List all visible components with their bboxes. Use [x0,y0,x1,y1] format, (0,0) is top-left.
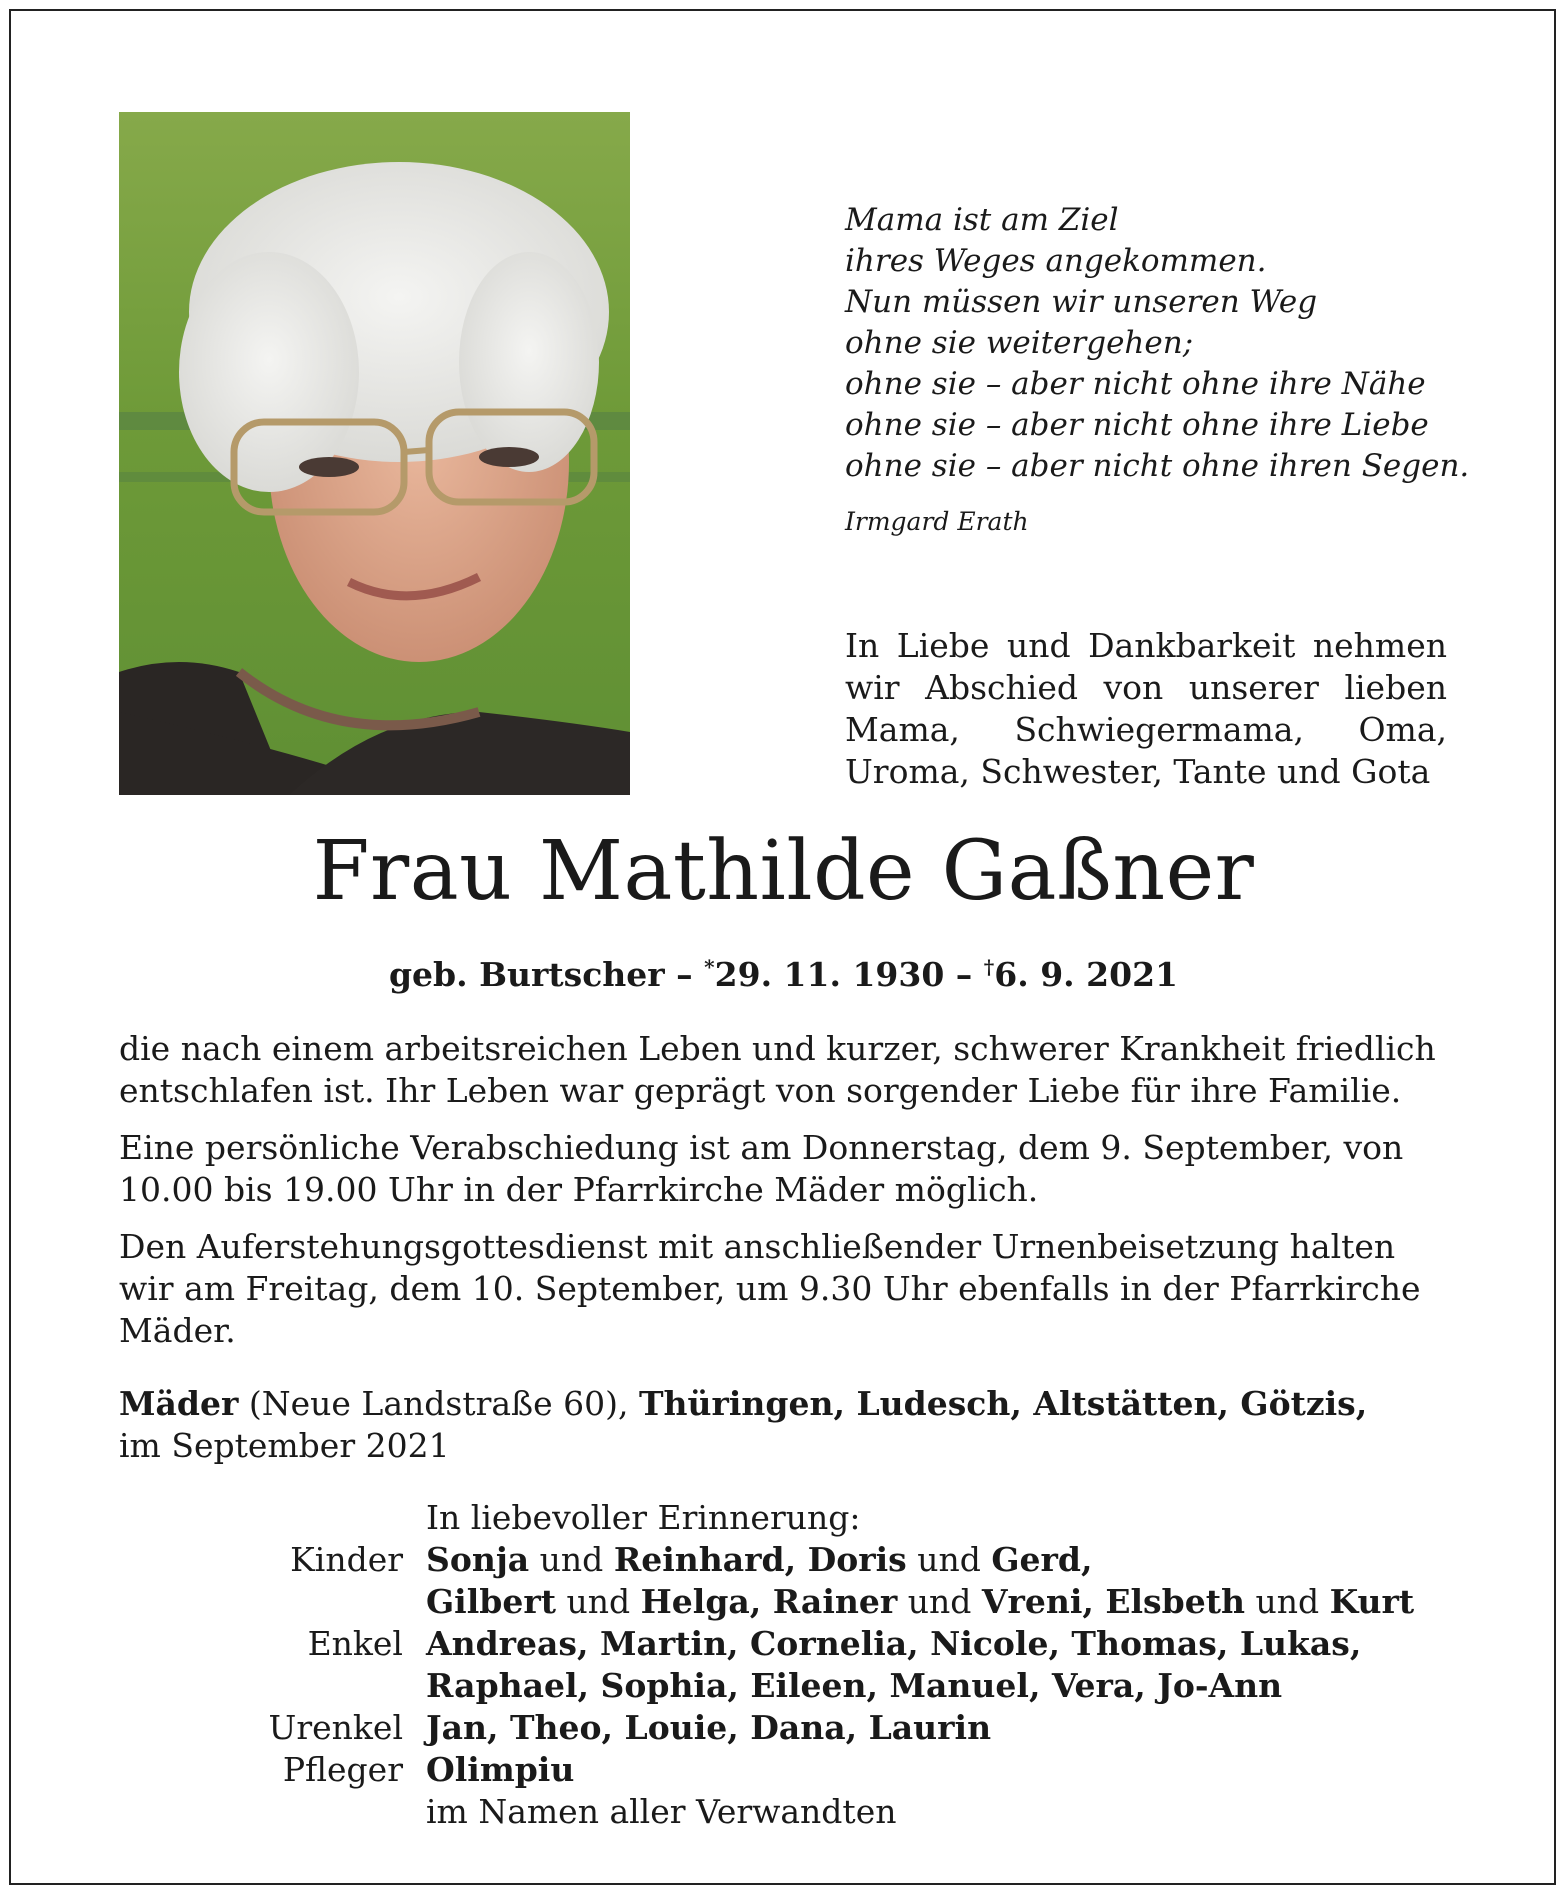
birth-symbol: * [704,955,715,979]
paragraph-line: Mäder. [119,1311,236,1350]
enkel-row [0,1623,1567,1665]
death-symbol: † [983,955,995,979]
paragraph-service [119,1226,1449,1352]
death-date: 6. 9. 2021 [994,955,1178,994]
conjunction: und [539,1540,604,1579]
name: Helga, Rainer [640,1582,898,1621]
pfleger-row [0,1749,1567,1791]
place-address: (Neue Landstraße 60), [248,1384,629,1423]
deceased-name: Frau Mathilde Gaßner [312,824,1255,919]
name: Kurt [1329,1582,1415,1621]
portrait-photo [119,112,630,795]
kinder-names [426,1539,1093,1581]
urenkel-names: Jan, Theo, Louie, Dana, Laurin [426,1708,992,1747]
place-date: im September 2021 [119,1426,450,1465]
enkel-label: Enkel [307,1624,403,1663]
closing-text: im Namen aller Verwandten [426,1792,897,1831]
family-heading: In liebevoller Erinnerung: [426,1498,861,1537]
kinder-row [0,1539,1567,1581]
enkel-names: Raphael, Sophia, Eileen, Manuel, Vera, Jo-Ann [426,1666,1283,1705]
maiden-name: geb. Burtscher [388,955,665,994]
poem-line: ohne sie – aber nicht ohne ihre Liebe [845,407,1429,443]
name: Sonja [426,1540,530,1579]
intro-line: Uroma, Schwester, Tante und Gota [845,752,1431,791]
closing-row [0,1791,1567,1833]
paragraph-life [119,1028,1449,1112]
dash: – [676,955,693,994]
intro-line: wir Abschied von unserer lieben [845,668,1447,707]
conjunction: und [917,1540,981,1579]
place-others: Thüringen, Ludesch, Altstätten, Götzis, [638,1384,1368,1423]
conjunction: und [566,1582,631,1621]
urenkel-row [0,1707,1567,1749]
kinder-names [426,1581,1414,1623]
poem-line: Nun müssen wir unseren Weg [845,284,1318,320]
place-town: Mäder [119,1384,239,1423]
family-heading-row [0,1497,1567,1539]
place-block [119,1383,1449,1467]
urenkel-label: Urenkel [268,1708,403,1747]
paragraph-line: Eine persönliche Verabschiedung ist am Donnerstag, dem 9. September, von [119,1128,1404,1167]
paragraph-line: 10.00 bis 19.00 Uhr in der Pfarrkirche Mäder möglich. [119,1170,1039,1209]
paragraph-line: wir am Freitag, dem 10. September, um 9.30 Uhr ebenfalls in der Pfarrkirche [119,1269,1421,1308]
intro-text [845,625,1447,793]
poem-line: ihres Weges angekommen. [845,243,1267,279]
enkel-names: Andreas, Martin, Cornelia, Nicole, Thomas, Lukas, [426,1624,1362,1663]
name: Reinhard, Doris [613,1540,907,1579]
poem-line: ohne sie – aber nicht ohne ihren Segen. [845,448,1470,484]
pfleger-label: Pfleger [282,1750,403,1789]
pfleger-names: Olimpiu [426,1750,575,1789]
intro-line: Mama, Schwiegermama, Oma, [845,710,1447,749]
intro-line: In Liebe und Dankbarkeit nehmen [845,626,1447,665]
paragraph-line: Den Auferstehungsgottesdienst mit anschließender Urnenbeisetzung halten [119,1227,1396,1266]
conjunction: und [1255,1582,1320,1621]
dash: – [955,955,973,994]
paragraph-farewell [119,1127,1449,1211]
birth-date: 29. 11. 1930 [714,955,945,994]
poem-line: Mama ist am Ziel [845,202,1119,238]
enkel-row-2 [0,1665,1567,1707]
poem-author: Irmgard Erath [845,507,1029,536]
name: Vreni, Elsbeth [981,1582,1245,1621]
name: Gerd, [991,1540,1093,1579]
paragraph-line: entschlafen ist. Ihr Leben war geprägt von sorgender Liebe für ihre Familie. [119,1071,1402,1110]
kinder-row-2 [0,1581,1567,1623]
poem-line: ohne sie weitergehen; [845,325,1194,361]
place-line [119,1383,1449,1425]
kinder-label: Kinder [290,1540,403,1579]
family-list [0,1497,1567,1833]
paragraph-line: die nach einem arbeitsreichen Leben und kurzer, schwerer Krankheit friedlich [119,1029,1436,1068]
poem [845,200,1485,487]
poem-line: ohne sie – aber nicht ohne ihre Nähe [845,366,1426,402]
conjunction: und [907,1582,972,1621]
name: Gilbert [426,1582,556,1621]
birth-death-line [0,955,1567,994]
